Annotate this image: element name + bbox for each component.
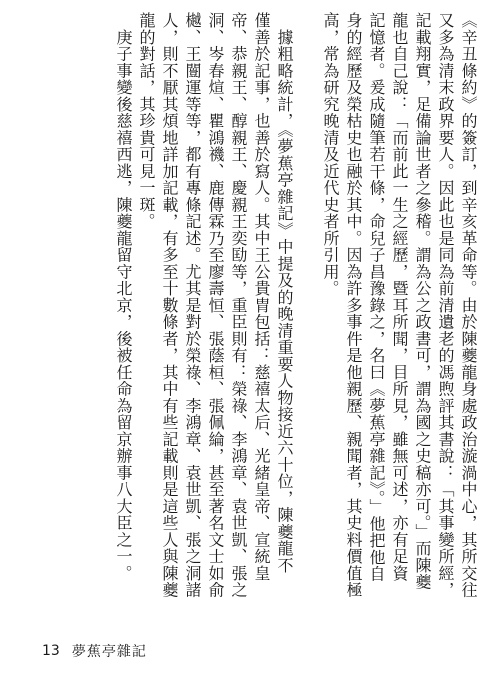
text-column: 僅善於記事，也善於寫人。其中王公貴胄包括：慈禧太后、光緒皇帝、宣統皇 [252,12,271,582]
text-column: 樾、王闓運等等，都有專條記述。尤其是對於榮祿、李鴻章、袁世凱、張之洞諸 [183,12,202,599]
text-column: 又多為清末政界要人。因此也是同為前清遺老的馮煦評其書說：「其事變所經， [436,12,455,599]
text-column: 《辛丑條約》的簽訂，到辛亥革命等。由於陳夔龍身處政治漩渦中心，其所交往 [459,12,478,599]
running-title: 夢蕉亭雜記 [71,644,147,660]
paragraph-spacer [296,12,319,612]
text-column: 記憶者。爰成隨筆若干條，命兒子昌豫錄之，名曰《夢蕉亭雜記》。」他把他自 [367,12,386,583]
text-column: 記載翔實，足備論世者之參稽。謂為公之政書可，謂為國之史稿亦可。」而陳夔 [413,12,432,591]
text-column: 帝、恭親王、醇親王、慶親王奕劻等，重臣則有：榮祿、李鴻章、袁世凱、張之 [229,12,248,599]
page-number: 13 [42,643,60,659]
text-column: 身的經歷及榮枯史也融於其中。因為許多事件是他親歷、親聞者，其史料價值極 [344,12,363,599]
text-column: 人，則不厭其煩地詳加記載，有多至十數條者，其中有些記載則是這些人與陳夔 [160,12,179,599]
text-column: 據粗略統計，《夢蕉亭雜記》中提及的晚清重要人物接近六十位，陳夔龍不 [275,12,294,574]
text-column: 庚子事變後慈禧西逃，陳夔龍留守北京，後被任命為留京辦事八大臣之一。 [114,12,133,582]
text-column: 高，常為研究晚清及近代史者所引用。 [321,12,340,297]
text-column: 龍的對話，其珍貴可見一斑。 [137,12,156,230]
text-column: 龍也自己說：「而前此一生之經歷，暨耳所聞，目所見，雖無可述，亦有足資 [390,12,409,582]
text-column: 洞、岑春煊、瞿鴻禨、鹿傳霖乃至廖壽恒、張蔭桓、張佩綸，甚至著名文士如俞 [206,12,225,599]
vertical-text-body [40,12,480,612]
page-footer [42,640,147,662]
